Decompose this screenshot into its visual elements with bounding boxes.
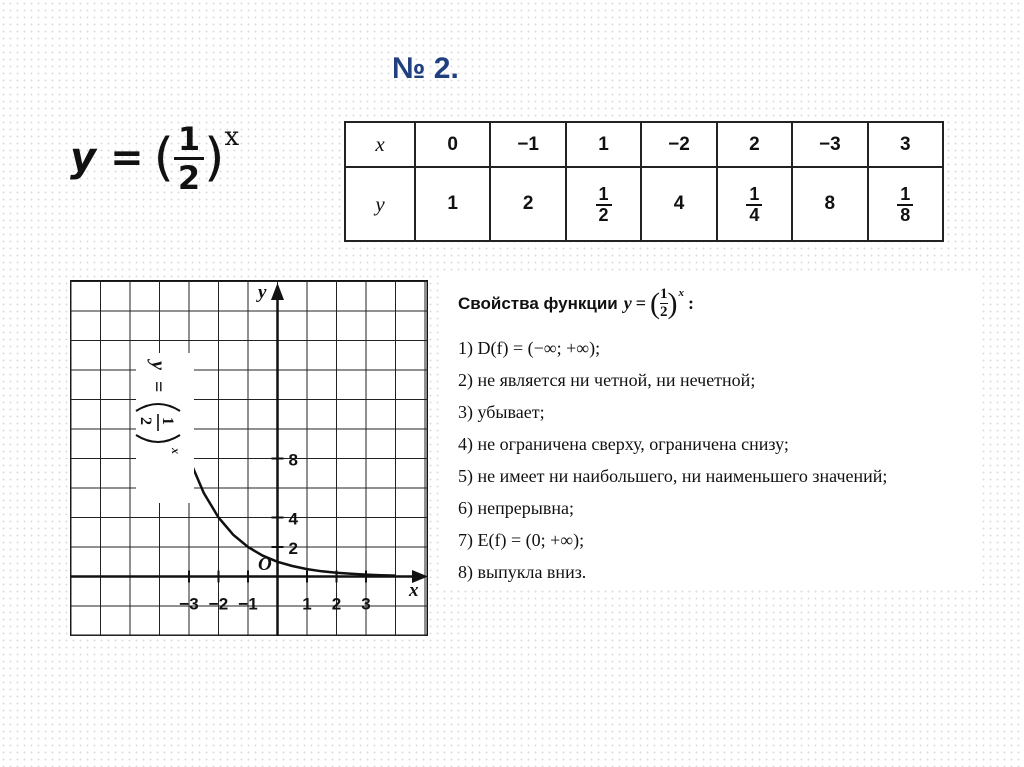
heading-formula-fraction bbox=[660, 287, 668, 320]
property-item: 6) непрерывна; bbox=[458, 498, 574, 518]
y-axis-arrow bbox=[271, 283, 284, 300]
table-cell-y: 4 bbox=[641, 167, 716, 241]
table-cell-x: 2 bbox=[717, 122, 792, 167]
curve-label-equals: = bbox=[147, 381, 169, 393]
grid-layer bbox=[70, 280, 428, 636]
table-cell-y: 1 bbox=[415, 167, 490, 241]
formula-equals: = bbox=[110, 135, 144, 181]
formula-open-paren: ( bbox=[153, 128, 174, 188]
table-cell-x: −2 bbox=[641, 122, 716, 167]
y-axis-label: y bbox=[258, 282, 267, 303]
properties-heading bbox=[458, 287, 694, 320]
formula-fraction bbox=[174, 119, 204, 197]
fraction-numerator: 1 bbox=[598, 183, 609, 204]
x-tick-label: 3 bbox=[361, 594, 371, 614]
property-item: 3) убывает; bbox=[458, 402, 545, 422]
table-cell-y bbox=[717, 167, 792, 241]
y-tick-label: 4 bbox=[288, 509, 298, 529]
x-tick-label: 1 bbox=[302, 594, 312, 614]
heading-formula-denominator: 2 bbox=[660, 304, 668, 320]
property-item: 4) не ограничена сверху, ограничена снизу; bbox=[458, 434, 789, 454]
property-item: 8) выпукла вниз. bbox=[458, 562, 587, 582]
property-item: 1) D(f) = (−∞; +∞); bbox=[458, 338, 601, 358]
table-row-x bbox=[345, 122, 943, 167]
origin-label: O bbox=[258, 554, 272, 575]
y-tick-label: 2 bbox=[288, 539, 298, 558]
curve-label-numerator: 1 bbox=[159, 417, 176, 425]
curve-label-exponent: x bbox=[169, 448, 183, 454]
formula-numerator: 1 bbox=[177, 119, 201, 158]
formula-lhs: y bbox=[70, 135, 97, 181]
heading-formula-lhs: y bbox=[623, 293, 632, 313]
y-tick-label: 8 bbox=[288, 450, 298, 470]
fraction-denominator: 2 bbox=[598, 204, 609, 225]
properties-heading-label: Свойства функции bbox=[458, 293, 618, 313]
table-cell-x: 1 bbox=[566, 122, 641, 167]
heading-formula-open-paren: ( bbox=[650, 286, 661, 320]
property-item: 7) E(f) = (0; +∞); bbox=[458, 530, 585, 550]
formula-exponent: x bbox=[224, 122, 240, 152]
heading-formula-exponent: x bbox=[678, 287, 685, 299]
values-table bbox=[344, 121, 944, 242]
table-cell-y bbox=[566, 167, 641, 241]
formula-close-paren: ) bbox=[204, 128, 225, 188]
fraction-numerator: 1 bbox=[749, 183, 760, 204]
x-tick-label: 2 bbox=[331, 594, 342, 614]
curve-label-denominator: 2 bbox=[137, 417, 154, 425]
slide-title: № 2. bbox=[392, 52, 459, 85]
heading-formula-colon: : bbox=[688, 293, 695, 313]
property-item: 2) не является ни четной, ни нечетной; bbox=[458, 370, 756, 390]
table-cell-fraction bbox=[897, 185, 913, 225]
x-tick-label: −3 bbox=[179, 594, 199, 614]
heading-formula-numerator: 1 bbox=[660, 286, 668, 302]
curve-label-lhs: y bbox=[147, 361, 169, 370]
curve-label bbox=[136, 353, 194, 503]
table-row-y bbox=[345, 167, 943, 241]
table-cell-y: 8 bbox=[792, 167, 867, 241]
fraction-denominator: 4 bbox=[749, 204, 760, 225]
heading-formula-close-paren: ) bbox=[667, 286, 678, 320]
x-axis-label: x bbox=[409, 580, 419, 601]
function-graph bbox=[70, 280, 428, 636]
properties-heading-formula bbox=[624, 287, 694, 320]
table-cell-fraction bbox=[596, 185, 612, 225]
x-tick-label: −2 bbox=[208, 594, 229, 614]
x-tick-label: −1 bbox=[238, 594, 258, 614]
function-curve bbox=[174, 410, 395, 576]
table-cell-x: −3 bbox=[792, 122, 867, 167]
fraction-numerator: 1 bbox=[900, 183, 911, 204]
table-header-x: x bbox=[345, 122, 415, 167]
table-cell-x: 0 bbox=[415, 122, 490, 167]
ticks-layer bbox=[179, 451, 370, 614]
properties-panel bbox=[440, 271, 980, 589]
table-cell-y bbox=[868, 167, 943, 241]
fraction-denominator: 8 bbox=[900, 204, 911, 225]
function-formula bbox=[70, 108, 239, 208]
table-cell-y: 2 bbox=[490, 167, 565, 241]
table-cell-fraction bbox=[746, 185, 762, 225]
formula-denominator: 2 bbox=[177, 158, 201, 197]
table-cell-x: −1 bbox=[490, 122, 565, 167]
property-item: 5) не имеет ни наибольшего, ни наименьшего значений; bbox=[458, 466, 888, 486]
table-cell-x: 3 bbox=[868, 122, 943, 167]
graph-svg bbox=[70, 280, 428, 636]
table-header-y: y bbox=[345, 167, 415, 241]
heading-formula-equals: = bbox=[635, 293, 647, 313]
